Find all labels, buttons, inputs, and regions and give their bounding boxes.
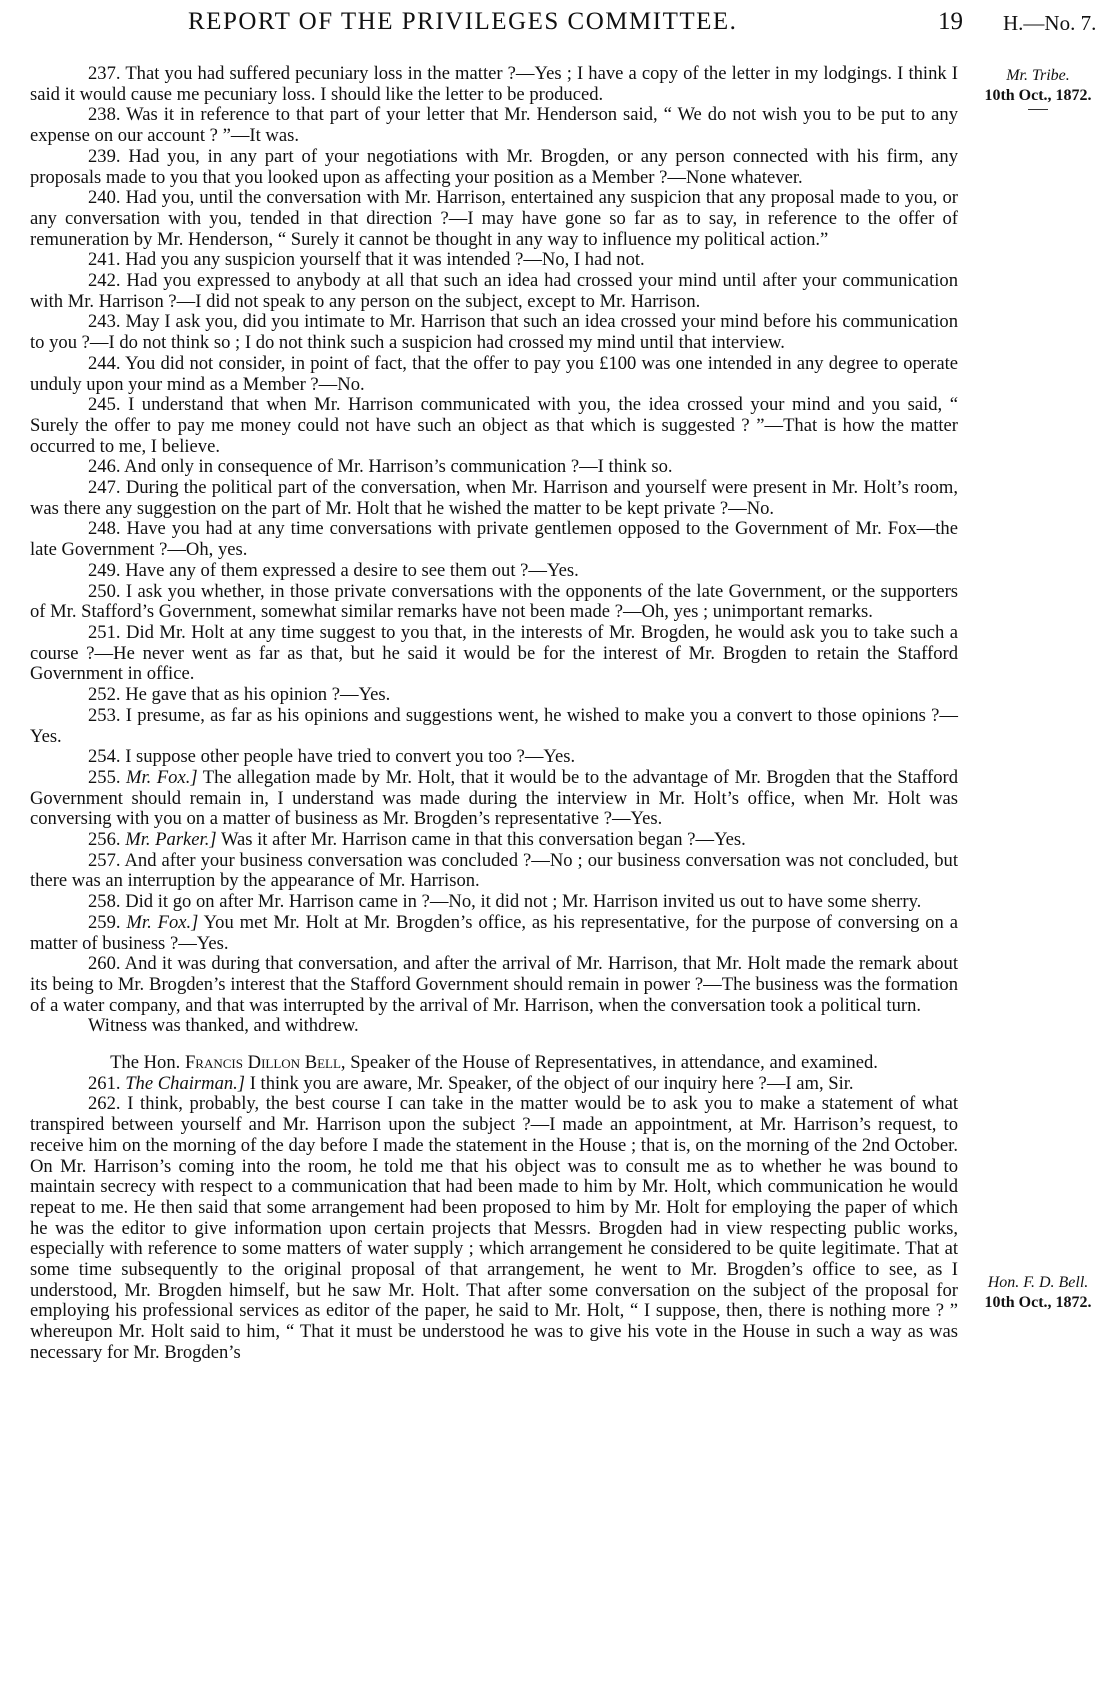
running-title: REPORT OF THE PRIVILEGES COMMITTEE.	[188, 8, 738, 35]
question-number: 255.	[88, 766, 121, 788]
question-258: 258. Did it go on after Mr. Harrison came in ?—No, it did not ; Mr. Harrison invited us out to have some sherry.	[88, 891, 922, 913]
question-number: 259.	[88, 911, 121, 933]
evidence-body	[30, 64, 958, 1364]
witness-description: Speaker of the House of Representatives, in attendance, and examined.	[350, 1052, 878, 1074]
question-239: 239. Had you, in any part of your negotiations with Mr. Brogden, or any person connected with his firm, any proposals made to you that you looked upon as affecting your position as a Member ?—None whatever.	[30, 145, 958, 188]
witness-heading	[30, 1053, 958, 1074]
question-237: 237. That you had suffered pecuniary loss in the matter ?—Yes ; I have a copy of the letter in my lodgings. I think I said it would cause me pecuniary loss. I should like the letter to be produced.	[30, 63, 958, 105]
speaker-name: The Chairman.]	[125, 1072, 246, 1094]
question-252: 252. He gave that as his opinion ?—Yes.	[88, 684, 391, 706]
margin-date: 10th Oct., 1872.	[984, 1294, 1092, 1311]
question-number: 256.	[88, 829, 121, 851]
question-243: 243. May I ask you, did you intimate to Mr. Harrison that such an idea crossed your mind before his communication to you ?—I do not think so ; I do not think such a suspicion had crossed my mind until that interview.	[30, 311, 958, 354]
witness-title-prefix: The Hon.	[110, 1052, 181, 1074]
question-250: 250. I ask you whether, in those private conversations with the opponents of the late Government, or the supporters of Mr. Stafford’s Government, somewhat similar remarks have not been made ?—Oh, yes ; unimportant remarks.	[30, 580, 958, 623]
speaker-name: Mr. Fox.]	[126, 766, 198, 788]
question-text: You met Mr. Holt at Mr. Brogden’s office, as his representative, for the purpose of conversing on a matter of business ?—Yes.	[30, 911, 958, 954]
question-257: 257. And after your business conversation was concluded ?—No ; our business conversation was not concluded, but there was an interruption by the appearance of Mr. Harrison.	[30, 849, 958, 892]
question-246: 246. And only in consequence of Mr. Harrison’s communication ?—I think so.	[88, 456, 673, 478]
page-header	[0, 6, 1114, 40]
question-261	[30, 1074, 958, 1095]
question-242: 242. Had you expressed to anybody at all that such an idea had crossed your mind until after your communication with Mr. Harrison ?—I did not speak to any person on the subject, except to Mr. Harrison.	[30, 270, 958, 312]
margin-note-tribe	[968, 66, 1108, 110]
question-245: 245. I understand that when Mr. Harrison communicated with you, the idea crossed your mind and you said, “ Surely the offer to pay me money could not have such an object as that which is suggested ? ”—That is how the matter occurred to me, I believe.	[30, 394, 958, 457]
margin-date: 10th Oct., 1872.	[984, 87, 1092, 104]
question-text: Was it after Mr. Harrison came in that this conversation began ?—Yes.	[220, 829, 746, 851]
question-259	[30, 913, 958, 954]
margin-note-bell	[968, 1273, 1108, 1313]
question-text: I think you are aware, Mr. Speaker, of the object of our inquiry here ?—I am, Sir.	[249, 1072, 854, 1094]
speaker-name: Mr. Fox.]	[126, 911, 199, 933]
question-254: 254. I suppose other people have tried to convert you too ?—Yes.	[88, 746, 576, 768]
question-249: 249. Have any of them expressed a desire to see them out ?—Yes.	[88, 559, 579, 581]
question-255	[30, 768, 958, 830]
page-number: 19	[938, 8, 963, 35]
paper-reference: H.—No. 7.	[1003, 11, 1097, 35]
section-gap	[30, 1037, 958, 1053]
margin-rule	[1028, 109, 1048, 110]
witness-withdrew: Witness was thanked, and withdrew.	[88, 1015, 359, 1037]
question-253: 253. I presume, as far as his opinions and suggestions went, he wished to make you a convert to those opinions ?—Yes.	[30, 704, 958, 747]
question-241: 241. Had you any suspicion yourself that it was intended ?—No, I had not.	[88, 249, 645, 271]
speaker-name: Mr. Parker.]	[125, 829, 217, 851]
question-240: 240. Had you, until the conversation with Mr. Harrison, entertained any suspicion that any proposal made to you, or any conversation with you, tended in that direction ?—I may have gone so far as to say, in reference to the offer of remuneration by Mr. Henderson, “ Surely it cannot be thought in any way to influence my political action.”	[30, 187, 958, 250]
question-262: 262. I think, probably, the best course I can take in the matter would be to ask you to make a statement of what transpired between yourself and Mr. Harrison upon the subject ?—I made an appointment, at Mr. Harrison’s request, to receive him on the morning of the day before I made the statement in the House ; that is, on the morning of the 2nd October. On Mr. Harrison’s coming into the room, he told me that his object was to consult me as to whether he was bound to maintain secrecy with respect to a communication that had been made to him by Mr. Holt, which communication he would repeat to me. He then said that some arrangement had been proposed to him by Mr. Holt for employing the paper of which he was the editor to give information upon certain projects that Messrs. Brogden had in view respecting public works, especially with reference to some matters of water supply ; which arrangement he considered to be quite legitimate. That at some time subsequently to the original proposal of that arrangement, he went to Mr. Brogden’s office to see, as I understood, Mr. Brogden himself, but he saw Mr. Holt. That after some conversation on the subject of the proposal for employing his professional services as editor of the paper, he said to Mr. Holt, “ I suppose, then, there is nothing more ? ” whereupon Mr. Holt said to him, “ That it must be understood he was to give his vote in the House in such a way as was necessary for Mr. Brogden’s	[30, 1093, 958, 1363]
question-text: The allegation made by Mr. Holt, that it would be to the advantage of Mr. Brogden that the Stafford Government should remain in, I understand was made during the interview in Mr. Holt’s office, when Mr. Holt was conversing with you on a matter of business as Mr. Brogden’s representative ?—Yes.	[30, 766, 958, 830]
question-260: 260. And it was during that conversation, and after the arrival of Mr. Harrison, that Mr. Holt made the remark about its being to Mr. Brogden’s interest that the Stafford Government should remain in power ?—The business was the formation of a water company, and that was interrupted by the arrival of Mr. Harrison, when the conversation took a political turn.	[30, 953, 958, 1016]
question-247: 247. During the political part of the conversation, when Mr. Harrison and yourself were present in Mr. Holt’s room, was there any suggestion on the part of Mr. Holt that he wished the matter to be kept private ?—No.	[30, 477, 958, 519]
question-238: 238. Was it in reference to that part of your letter that Mr. Henderson said, “ We do not wish you to be put to any expense on our account ? ”—It was.	[30, 104, 958, 147]
question-248: 248. Have you had at any time conversations with private gentlemen opposed to the Government of Mr. Fox—the late Government ?—Oh, yes.	[30, 518, 958, 561]
margin-witness-name: Hon. F. D. Bell.	[987, 1274, 1089, 1291]
margin-witness-name: Mr. Tribe.	[1006, 67, 1070, 84]
question-number: 261.	[88, 1072, 121, 1094]
witness-name: Francis Dillon Bell,	[184, 1052, 346, 1074]
question-251: 251. Did Mr. Holt at any time suggest to you that, in the interests of Mr. Brogden, he would ask you to take such a course ?—He never went as far as that, but he said it would be for the interest of Mr. Brogden to retain the Stafford Government in office.	[30, 621, 958, 685]
question-256	[30, 830, 958, 851]
question-244: 244. You did not consider, in point of fact, that the offer to pay you £100 was one intended in any degree to operate unduly upon your mind as a Member ?—No.	[30, 352, 958, 395]
